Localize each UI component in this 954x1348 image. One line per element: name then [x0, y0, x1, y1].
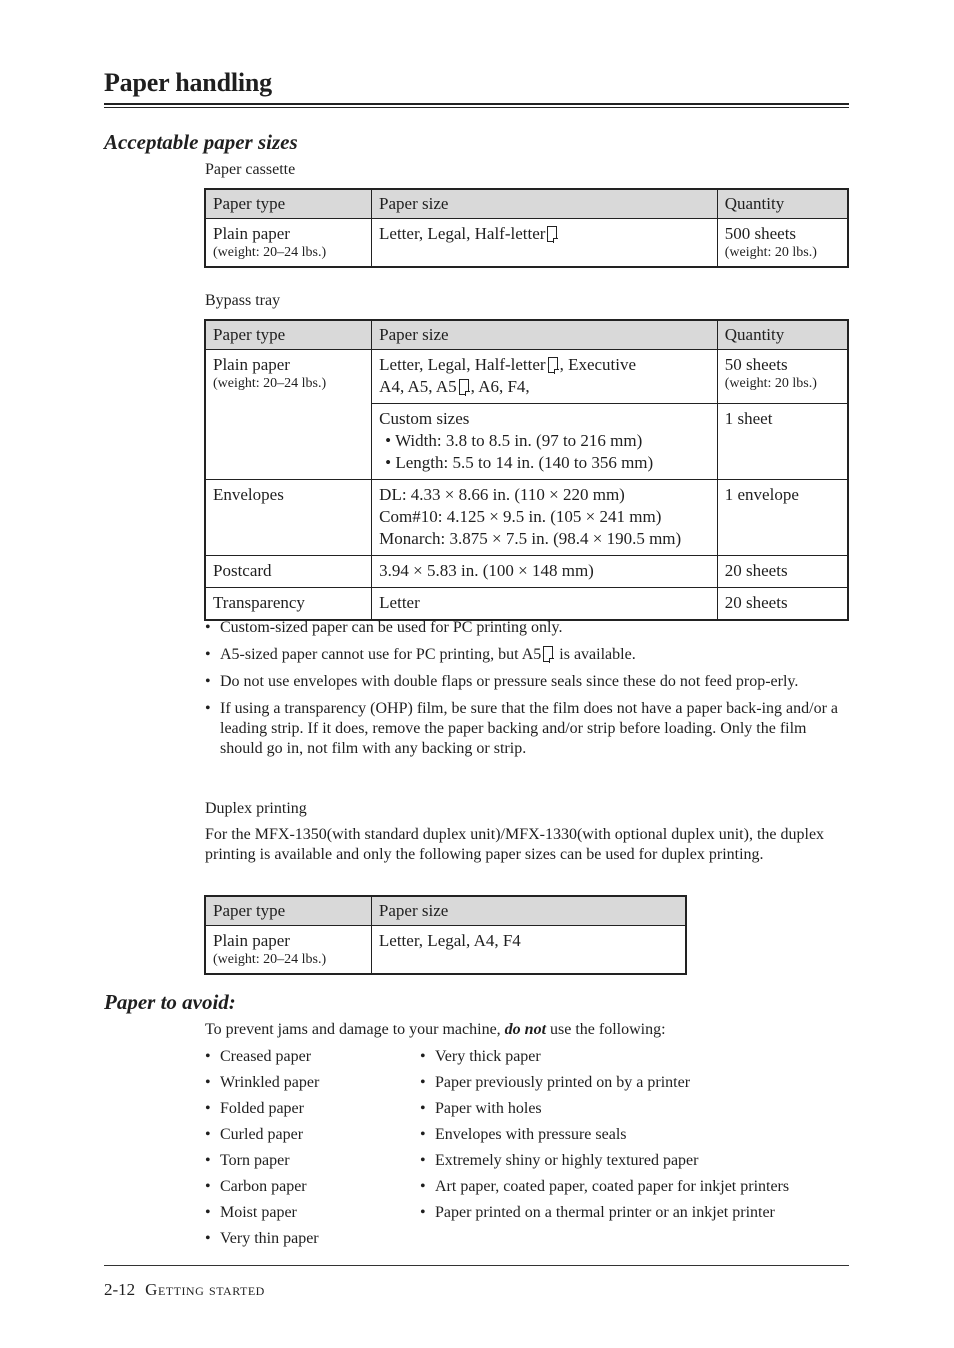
header-paper-size: Paper size [371, 896, 686, 926]
list-item: • Torn paper [205, 1151, 405, 1177]
header-paper-size: Paper size [372, 320, 718, 350]
duplex-description: For the MFX-1350(with standard duplex unit)/MFX-1330(with optional duplex unit), the duplex printing is available and only the following paper sizes can be used for duplex printing. [205, 826, 825, 863]
cell-paper-size: Letter, Legal, A4, F4 [371, 926, 686, 975]
avoid-list-right [420, 1047, 850, 1229]
paper-type: Plain paper [213, 355, 290, 374]
table-row [205, 556, 848, 588]
section-name: Getting started [145, 1280, 265, 1299]
cell-paper-type [205, 926, 371, 975]
header-paper-type: Paper type [205, 896, 371, 926]
paper-weight: (weight: 20–24 lbs.) [213, 245, 327, 260]
list-item: • Art paper, coated paper, coated paper for inkjet printers [420, 1177, 850, 1203]
custom-length: • Length: 5.5 to 14 in. (140 to 356 mm) [385, 453, 654, 472]
cell-quantity: 20 sheets [717, 588, 848, 621]
list-item: • Carbon paper [205, 1177, 405, 1203]
intro-text: To prevent jams and damage to your machine, [205, 1021, 505, 1038]
list-item: • Folded paper [205, 1099, 405, 1125]
cassette-label: Paper cassette [205, 161, 296, 178]
custom-sizes-title: Custom sizes [379, 409, 470, 428]
list-item: • Moist paper [205, 1203, 405, 1229]
custom-width: • Width: 3.8 to 8.5 in. (97 to 216 mm) [385, 431, 643, 450]
envelope-size: Com#10: 4.125 × 9.5 in. (105 × 241 mm) [379, 507, 662, 526]
cell-quantity: 20 sheets [717, 556, 848, 588]
note-text: A5-sized paper cannot use for PC printing, but A5 [220, 646, 542, 663]
list-item: • Wrinkled paper [205, 1073, 405, 1099]
intro-text: use the following: [546, 1021, 666, 1038]
list-item: • Very thin paper [205, 1229, 405, 1255]
header-paper-size: Paper size [372, 189, 718, 219]
list-item: • Very thick paper [420, 1047, 850, 1073]
cell-paper-size: 3.94 × 5.83 in. (100 × 148 mm) [372, 556, 718, 588]
emphasis-text: do not [504, 1021, 547, 1038]
cell-quantity [717, 219, 848, 268]
bypass-label: Bypass tray [205, 292, 281, 309]
quantity-weight: (weight: 20 lbs.) [724, 376, 817, 391]
cassette-table [204, 188, 849, 268]
list-item: • Extremely shiny or highly textured paper [420, 1151, 850, 1177]
duplex-label: Duplex printing [205, 800, 307, 817]
table-row [205, 219, 848, 268]
portrait-orientation-icon [547, 226, 557, 242]
header-quantity: Quantity [717, 189, 848, 219]
envelope-size: DL: 4.33 × 8.66 in. (110 × 220 mm) [379, 485, 625, 504]
size-text: , Executive [559, 355, 637, 374]
cell-quantity: 1 sheet [717, 404, 848, 480]
list-item: • Paper printed on a thermal printer or an inkjet printer [420, 1203, 850, 1229]
cell-paper-size [372, 480, 718, 556]
portrait-orientation-icon [548, 357, 558, 373]
list-item: • If using a transparency (OHP) film, be sure that the film does not have a paper back-ing and/or a leading strip. If it does, remove the paper backing and/or strip before loading. Only the film should go in, not film with any backing or strip. [205, 699, 845, 759]
header-quantity: Quantity [717, 320, 848, 350]
cell-paper-type [205, 350, 372, 480]
cell-custom-sizes [372, 404, 718, 480]
bypass-table [204, 319, 849, 621]
page-title: Paper handling [104, 68, 272, 97]
note-text: is available. [555, 646, 636, 663]
table-row [205, 350, 848, 404]
envelope-size: Monarch: 3.875 × 7.5 in. (98.4 × 190.5 mm) [379, 529, 682, 548]
paper-weight: (weight: 20–24 lbs.) [213, 376, 327, 391]
paper-weight: (weight: 20–24 lbs.) [213, 952, 327, 967]
table-header-row [205, 189, 848, 219]
title-rule [104, 103, 849, 108]
list-item: • Paper previously printed on by a printer [420, 1073, 850, 1099]
duplex-table [204, 895, 687, 975]
quantity-weight: (weight: 20 lbs.) [724, 245, 817, 260]
avoid-intro [205, 1021, 666, 1039]
quantity: 50 sheets [724, 355, 788, 374]
page-number: 2-12 [104, 1280, 136, 1299]
cell-paper-size [372, 350, 718, 404]
table-header-row [205, 320, 848, 350]
size-text: A4, A5, A5 [379, 377, 457, 396]
list-item: • Custom-sized paper can be used for PC printing only. [205, 618, 845, 638]
cell-paper-size [372, 219, 718, 268]
portrait-orientation-icon [459, 379, 469, 395]
list-item: • Curled paper [205, 1125, 405, 1151]
list-item: • Do not use envelopes with double flaps or pressure seals since these do not feed prop-erly. [205, 672, 845, 692]
paper-size: Letter, Legal, Half-letter [379, 224, 546, 243]
header-paper-type: Paper type [205, 189, 372, 219]
cell-paper-type: Envelopes [205, 480, 372, 556]
page-footer [104, 1280, 265, 1300]
section-heading-paper-to-avoid: Paper to avoid: [104, 990, 236, 1014]
quantity: 500 sheets [724, 224, 797, 243]
header-paper-type: Paper type [205, 320, 372, 350]
cell-quantity: 1 envelope [717, 480, 848, 556]
paper-type: Plain paper [213, 931, 290, 950]
paper-type: Plain paper [213, 224, 290, 243]
table-row [205, 926, 686, 975]
cell-paper-size: Letter [372, 588, 718, 621]
portrait-orientation-icon [543, 646, 553, 662]
list-item: • Envelopes with pressure seals [420, 1125, 850, 1151]
table-row [205, 480, 848, 556]
list-item: • Creased paper [205, 1047, 405, 1073]
size-text: , A6, F4, [470, 377, 530, 396]
cell-paper-type: Postcard [205, 556, 372, 588]
list-item [205, 645, 845, 665]
table-row [205, 588, 848, 621]
avoid-list-left [205, 1047, 405, 1255]
cell-paper-type: Transparency [205, 588, 372, 621]
list-item: • Paper with holes [420, 1099, 850, 1125]
cell-quantity [717, 350, 848, 404]
size-text: Letter, Legal, Half-letter [379, 355, 546, 374]
footer-rule [104, 1265, 849, 1266]
cell-paper-type [205, 219, 372, 268]
notes-list [205, 618, 845, 766]
section-heading-acceptable-sizes: Acceptable paper sizes [104, 130, 298, 154]
table-header-row [205, 896, 686, 926]
